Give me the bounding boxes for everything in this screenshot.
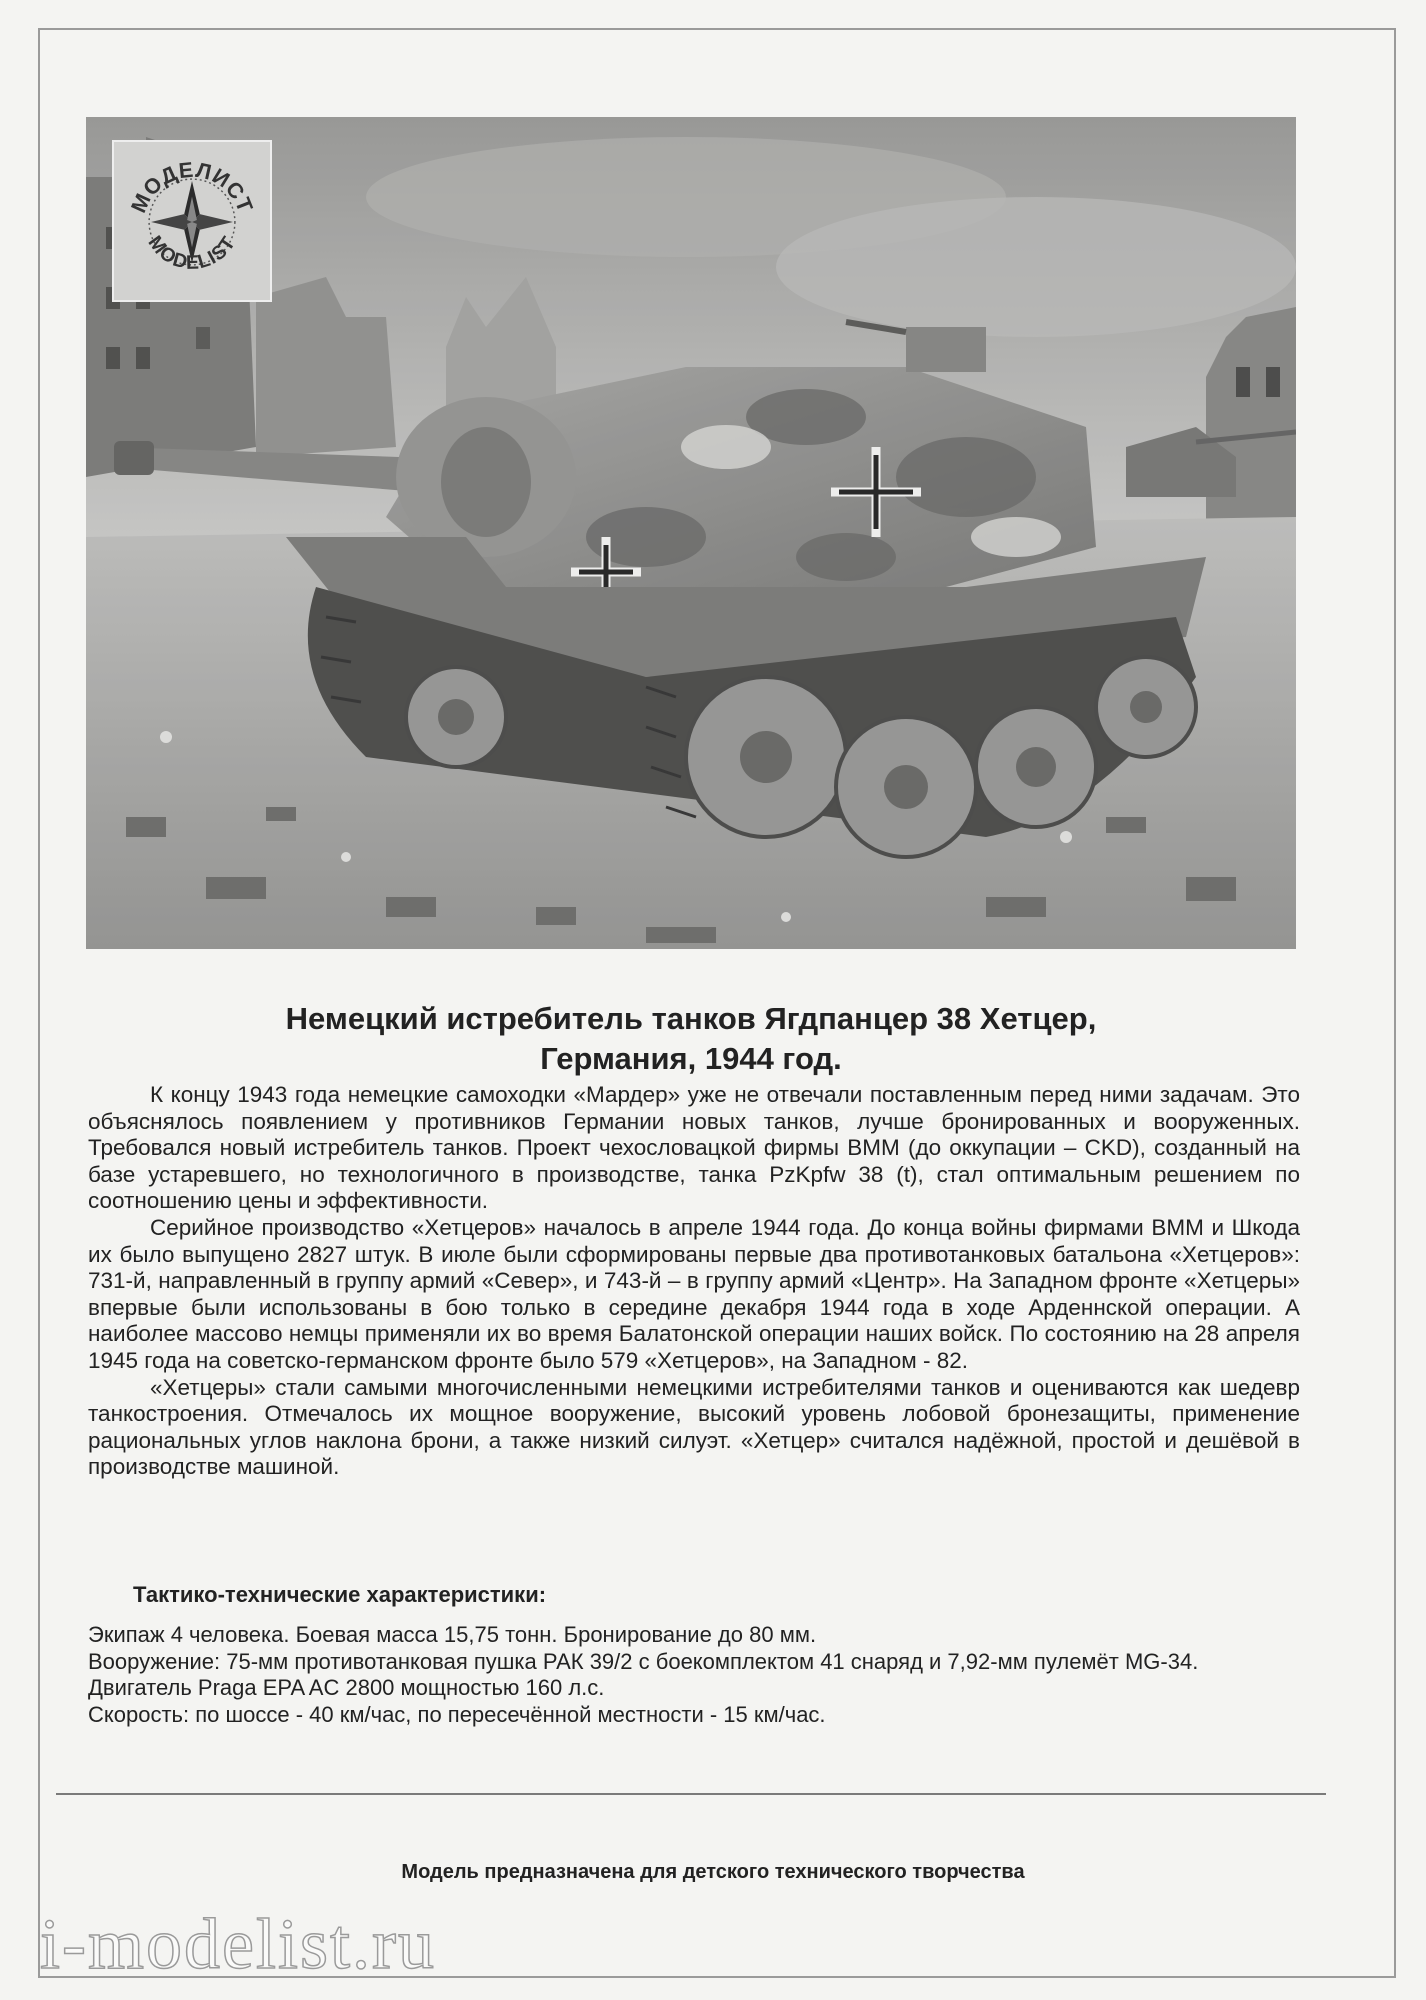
spec-line: Экипаж 4 человека. Боевая масса 15,75 тонн. Бронирование до 80 мм. (88, 1622, 817, 1647)
logo-top-text: МОДЕЛИСТ (126, 157, 258, 217)
page-title-line-2: Германия, 1944 год. (540, 1041, 842, 1076)
spec-line: Вооружение: 75-мм противотанковая пушка РАК 39/2 с боекомплектом 41 снаряд и 7,92-мм пулемёт MG-34. (88, 1648, 1199, 1674)
paragraph: К концу 1943 года немецкие самоходки «Мардер» уже не отвечали поставленным перед ними задачам. Это объяснялось появлением у противников Германии новых танков, лучше бронированных и вооруженных. Требовался новый истребитель танков. Проект чехословацкой фирмы ВММ (до оккупации – CKD), созданный на базе устаревшего, но технологичного в производстве, танка PzKpfw 38 (t), стал оптимальным решением по соотношению цены и эффективности. (88, 1082, 1300, 1214)
paragraph: «Хетцеры» стали самыми многочисленными немецкими истребителями танков и оцениваются как шедевр танкостроения. Отмечалось их мощное вооружение, высокий уровень лобовой бронезащиты, применение рациональных углов наклона брони, а также низкий силуэт. «Хетцер» считался надёжной, простой и дешёвой в производстве машиной. (88, 1374, 1300, 1480)
spec-line: Двигатель Praga EPA AC 2800 мощностью 160 л.с. (88, 1675, 605, 1700)
page-title-line-1: Немецкий истребитель танков Ягдпанцер 38 Хетцер, (285, 1001, 1097, 1036)
divider (56, 1793, 1326, 1795)
article-body (88, 1082, 1300, 1481)
watermark-text: i-modelist.ru (40, 1904, 436, 1984)
logo-bottom-text: MODELIST (143, 231, 241, 274)
specs-list (88, 1622, 1328, 1728)
spec-line: Скорость: по шоссе - 40 км/час, по пересечённой местности - 15 км/час. (88, 1701, 826, 1727)
specs-heading: Тактико-технические характеристики: (133, 1582, 547, 1607)
modelist-logo (112, 140, 272, 302)
site-watermark (36, 1900, 756, 1984)
footer-note: Модель предназначена для детского технического творчества (401, 1861, 1025, 1883)
paragraph: Серийное производство «Хетцеров» началось в апреле 1944 года. До конца войны фирмами ВММ и Шкода их было выпущено 2827 штук. В июле были сформированы первые два противотанковых батальона «Хетцеров»: 731-й, направленный в группу армий «Север», и 743-й – в группу армий «Центр». На Западном фронте «Хетцеры» впервые были использованы в бою только в середине декабря 1944 года в ходе Арденнской операции. А наиболее массово немцы применяли их во время Балатонской операции наших войск. По состоянию на 28 апреля 1945 года на советско-германском фронте было 579 «Хетцеров», на Западном - 82. (88, 1214, 1300, 1373)
